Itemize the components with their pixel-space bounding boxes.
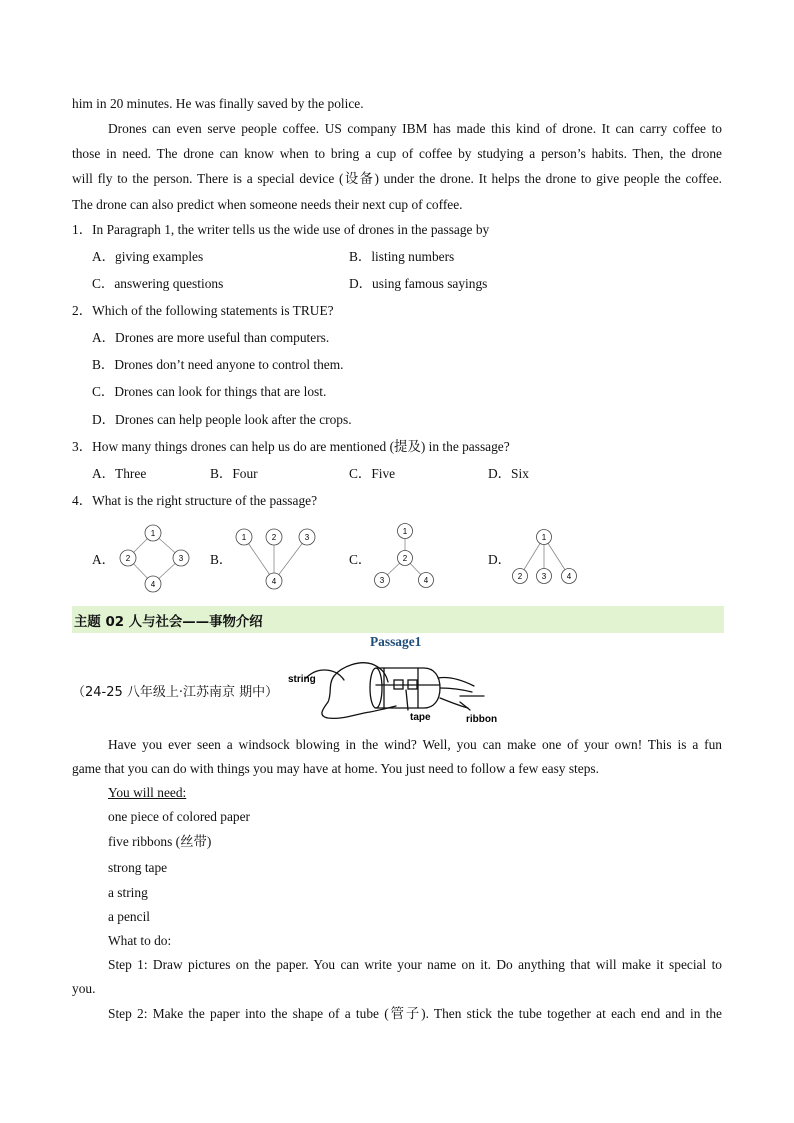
node-label: 4: [566, 572, 572, 581]
material-item: a pencil: [108, 909, 151, 924]
option-d[interactable]: D．using famous sayings: [349, 276, 488, 291]
material-item: one piece of colored paper: [108, 809, 251, 824]
question-stem: 4．What is the right structure of the passage?: [72, 493, 318, 508]
node-label: 2: [517, 572, 523, 581]
node-label: 1: [541, 533, 547, 542]
paragraph-line: game that you can do with things you may have at home. You just need to follow a few easy steps.: [72, 761, 599, 776]
option-b[interactable]: B．listing numbers: [349, 249, 455, 264]
materials-heading: You will need:: [108, 785, 187, 800]
steps-heading: What to do:: [108, 933, 172, 948]
material-item: five ribbons (丝带): [108, 834, 212, 849]
node-label: 2: [271, 533, 277, 542]
question-stem: 2．Which of the following statements is TRUE?: [72, 303, 334, 318]
passage-title: Passage1: [370, 634, 422, 649]
option-b[interactable]: B．Four: [210, 466, 258, 481]
step-1-continued: you.: [72, 981, 96, 996]
node-label: 2: [125, 554, 131, 563]
question-stem: 3．How many things drones can help us do are mentioned (提及) in the passage?: [72, 439, 510, 454]
step-1: Step 1: Draw pictures on the paper. You can write your name on it. Do anything that will make it special to: [108, 957, 722, 972]
paragraph-line: those in need. The drone can know when to bring a cup of coffee by studying a person’s habits. Then, the drone: [72, 146, 722, 161]
option-a[interactable]: A．Three: [92, 466, 147, 481]
step-2: Step 2: Make the paper into the shape of a tube (管子). Then stick the tube together at each end and in the: [108, 1006, 722, 1021]
figure-label-tape: tape: [410, 712, 431, 723]
structure-diagram-c: [368, 520, 440, 594]
node-label: 2: [402, 554, 408, 563]
material-item: a string: [108, 885, 148, 900]
figure-label-ribbon: ribbon: [466, 714, 498, 725]
option-c[interactable]: C．: [349, 552, 372, 567]
option-c[interactable]: C．Five: [349, 466, 396, 481]
node-label: 3: [178, 554, 184, 563]
paragraph-line: Drones can even serve people coffee. US company IBM has made this kind of drone. It can carry coffee to: [108, 121, 722, 136]
paragraph-line: The drone can also predict when someone needs their next cup of coffee.: [72, 197, 463, 212]
node-label: 3: [304, 533, 310, 542]
windsock-illustration: [284, 652, 514, 730]
material-item: strong tape: [108, 860, 168, 875]
paragraph-line: Have you ever seen a windsock blowing in the wind? Well, you can make one of your own! This is a fun: [108, 737, 722, 752]
node-label: 4: [271, 577, 277, 586]
source-label: （24-25 八年级上·江苏南京 期中）: [72, 685, 279, 700]
passage-line: him in 20 minutes. He was finally saved by the police.: [72, 96, 364, 111]
structure-diagram-a: [112, 520, 202, 596]
option-d[interactable]: D．Drones can help people look after the crops.: [92, 412, 352, 427]
node-label: 1: [402, 527, 408, 536]
section-banner: [72, 606, 724, 633]
node-label: 3: [379, 576, 385, 585]
option-a[interactable]: A．Drones are more useful than computers.: [92, 330, 330, 345]
node-label: 4: [423, 576, 429, 585]
paragraph-line: will fly to the person. There is a special device (设备) under the drone. It helps the drone to give people the coffee.: [72, 171, 722, 186]
node-label: 1: [150, 529, 156, 538]
figure-label-string: string: [288, 674, 316, 685]
option-a[interactable]: A．giving examples: [92, 249, 204, 264]
option-b[interactable]: B．Drones don’t need anyone to control them.: [92, 357, 344, 372]
structure-diagram-d: [506, 524, 582, 586]
option-c[interactable]: C．answering questions: [92, 276, 224, 291]
node-label: 1: [241, 533, 247, 542]
question-stem: 1．In Paragraph 1, the writer tells us the wide use of drones in the passage by: [72, 222, 490, 237]
option-d[interactable]: D．Six: [488, 466, 529, 481]
option-a[interactable]: A．: [92, 552, 116, 567]
option-c[interactable]: C．Drones can look for things that are lost.: [92, 384, 327, 399]
node-label: 4: [150, 580, 156, 589]
section-title: 主题 02 人与社会——事物介绍: [74, 615, 263, 630]
option-b[interactable]: B．: [210, 552, 233, 567]
structure-diagram-b: [230, 524, 320, 594]
option-d[interactable]: D．: [488, 552, 512, 567]
node-label: 3: [541, 572, 547, 581]
